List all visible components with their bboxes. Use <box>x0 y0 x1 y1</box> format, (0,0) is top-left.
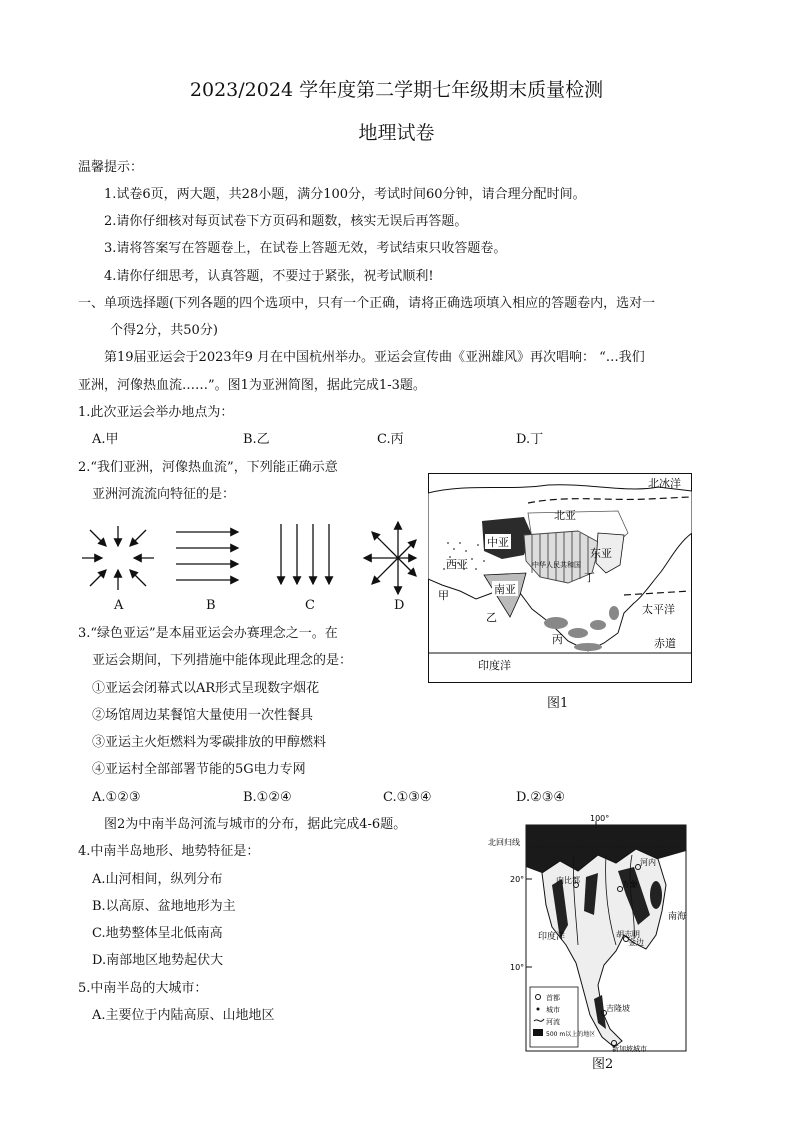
tip-item: 4.请你仔细思考，认真答题，不要过于紧张，祝考试顺利! <box>104 269 434 284</box>
section-heading: 一、单项选择题(下列各题的四个选项中，只有一个正确，请将正确选项填入相应的答题卷内，选对一 <box>78 296 656 311</box>
label-ding: 丁 <box>584 571 595 584</box>
indochina-map <box>486 815 688 1055</box>
tip-item: 2.请你仔细核对每页试卷下方页码和题数，核实无误后再答题。 <box>104 214 468 229</box>
diagram-label-a: A <box>114 598 124 613</box>
label-south-asia: 南亚 <box>494 583 516 596</box>
statement-item: ①亚运会闭幕式以AR形式呈现数字烟花 <box>92 681 320 696</box>
legend-highland: 500 m以上的地区 <box>546 1031 596 1038</box>
question-stem: 3.“绿色亚运”是本届亚运会办赛理念之一。在 <box>78 626 338 641</box>
label-yi: 乙 <box>486 611 497 624</box>
label-phnompenh: 金边 <box>628 938 644 947</box>
label-kl: 吉隆坡 <box>606 1004 630 1013</box>
label-tropic: 北回归线 <box>488 838 520 847</box>
diagram-label-b: B <box>206 598 216 613</box>
statement-item: ④亚运村全部部署节能的5G电力专网 <box>92 762 306 777</box>
diagram-label-d: D <box>394 598 405 613</box>
label-singapore: 新加坡城市 <box>612 1045 647 1053</box>
label-lat20: 20° <box>510 875 525 884</box>
diagram-b-horizontal <box>176 532 238 580</box>
label-west-asia: 西亚 <box>446 558 468 571</box>
label-lat10: 10° <box>510 963 525 972</box>
arrow-diagrams <box>78 518 418 596</box>
legend-city: 城市 <box>546 1006 560 1014</box>
legend-capital: 首都 <box>546 994 560 1002</box>
option: A.山河相间，纵列分布 <box>92 872 223 887</box>
statement-item: ③亚运主火炬燃料为零碳排放的甲醇燃料 <box>92 735 327 750</box>
diagram-a-converging <box>82 526 154 590</box>
option: B.乙 <box>243 432 270 447</box>
option: B.①②④ <box>243 790 292 805</box>
page-subtitle: 地理试卷 <box>358 122 435 144</box>
label-naypyidaw: 内比都 <box>556 876 580 885</box>
option: C.地势整体呈北低南高 <box>92 926 223 941</box>
label-china: 中华人民共和国 <box>532 561 581 569</box>
figure1-caption: 图1 <box>547 696 569 711</box>
label-equator: 赤道 <box>654 637 676 650</box>
option: B.以高原、盆地地形为主 <box>92 899 236 914</box>
passage-text: 第19届亚运会于2023年9 月在中国杭州举办。亚运会宣传曲《亚洲雄风》再次唱响： “…我们 <box>104 350 645 365</box>
question-stem-cont: 亚洲河流流向特征的是： <box>92 487 236 502</box>
option: C.①③④ <box>383 790 432 805</box>
option: D.南部地区地势起伏大 <box>92 953 224 968</box>
label-bing: 丙 <box>552 633 563 646</box>
diagram-d-diverging <box>364 522 416 594</box>
asia-map <box>428 473 692 683</box>
label-indian-ocean: 印度洋 <box>538 932 566 942</box>
label-lon100: 100° <box>590 815 610 823</box>
option: D.②③④ <box>516 790 566 805</box>
question-stem: 5.中南半岛的大城市： <box>78 981 208 996</box>
label-central-asia: 中亚 <box>487 536 509 549</box>
figure2-caption: 图2 <box>592 1057 614 1072</box>
tip-item: 1.试卷6页，两大题，共28小题，满分100分，考试时间60分钟，请合理分配时间。 <box>104 187 586 202</box>
label-pacific: 太平洋 <box>642 603 675 616</box>
option: A.①②③ <box>92 790 141 805</box>
label-arctic: 北冰洋 <box>648 477 681 490</box>
question-stem: 1.此次亚运会举办地点为： <box>78 405 234 420</box>
label-jia: 甲 <box>438 589 449 602</box>
page-title: 2023/2024 学年度第二学期七年级期末质量检测 <box>189 79 604 101</box>
diagram-c-downward <box>281 524 329 584</box>
diagram-label-c: C <box>305 598 315 613</box>
statement-item: ②场馆周边某餐馆大量使用一次性餐具 <box>92 708 314 723</box>
label-hanoi: 河内 <box>640 858 656 867</box>
label-vientiane: 万象 <box>622 880 638 889</box>
section-heading-cont: 个得2分，共50分) <box>110 323 218 338</box>
question-stem: 2.“我们亚洲，河像热血流”，下列能正确示意 <box>78 460 338 475</box>
question-stem-cont: 亚运会期间，下列措施中能体现此理念的是： <box>92 653 353 668</box>
label-north-asia: 北亚 <box>554 509 576 522</box>
question-stem: 4.中南半岛地形、地势特征是： <box>78 844 260 859</box>
option: A.甲 <box>92 432 119 447</box>
label-east-asia: 东亚 <box>590 547 612 560</box>
passage-text: 图2为中南半岛河流与城市的分布，据此完成4-6题。 <box>104 817 407 832</box>
passage-text: 亚洲，河像热血流……”。图1为亚洲简图，据此完成1-3题。 <box>78 378 426 393</box>
tip-item: 3.请将答案写在答题卷上，在试卷上答题无效，考试结束只收答题卷。 <box>104 241 507 256</box>
label-south-sea: 南海 <box>668 912 687 922</box>
tips-label: 温馨提示： <box>78 160 144 175</box>
label-indian-ocean: 印度洋 <box>478 659 511 672</box>
option: A.主要位于内陆高原、山地地区 <box>92 1008 275 1023</box>
label-saigon: 胡志明 <box>616 930 640 939</box>
option: D.丁 <box>516 432 544 447</box>
option: C.丙 <box>377 432 404 447</box>
legend-river: 河流 <box>546 1018 560 1026</box>
